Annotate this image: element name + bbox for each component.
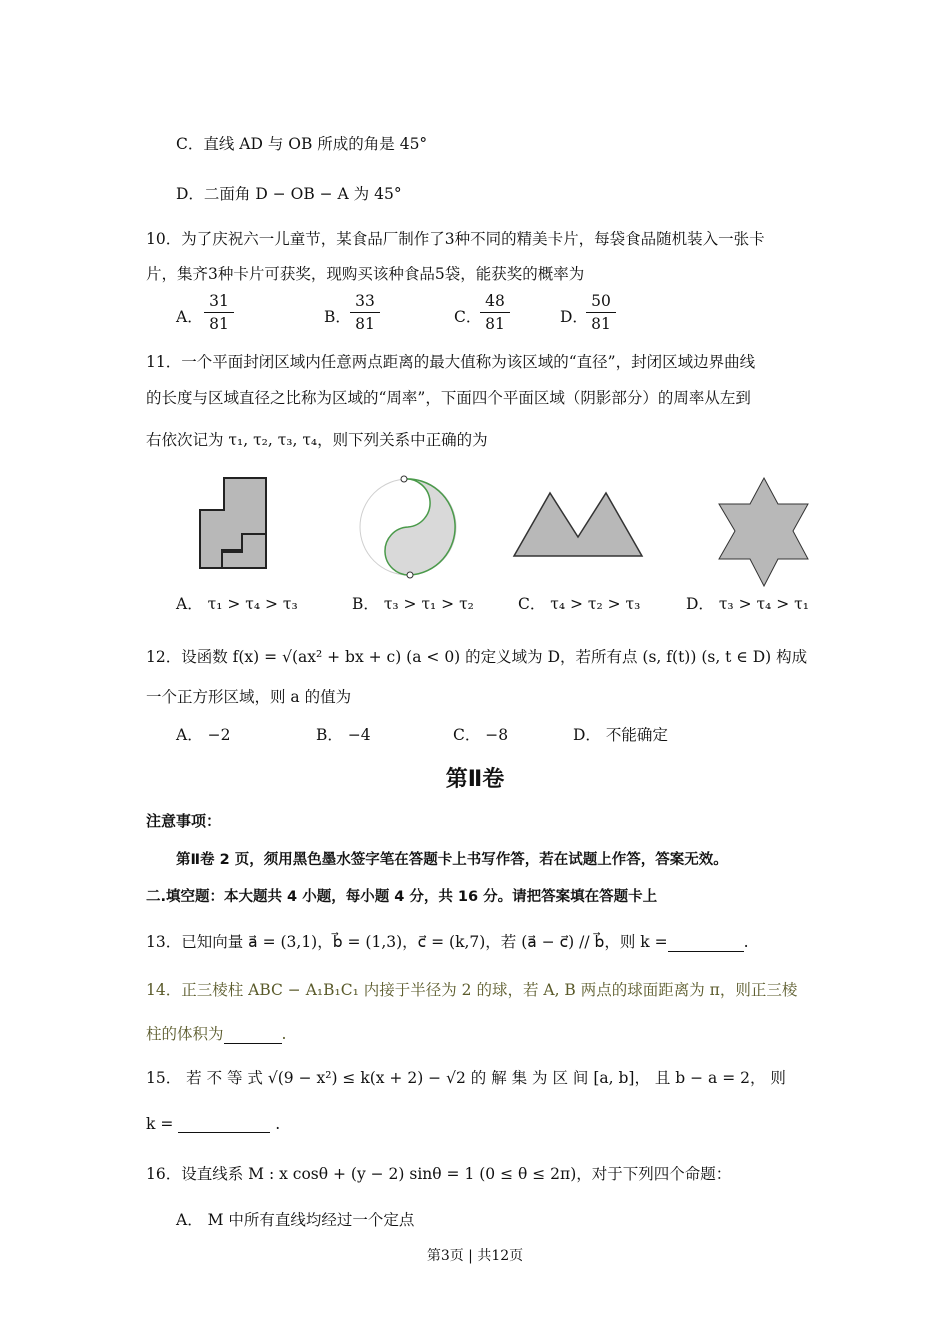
q12-option-d: D． 不能确定 xyxy=(573,726,668,744)
figure-yin-yang-region xyxy=(355,474,465,582)
q14-stem-line1: 14．正三棱柱 ABC − A₁B₁C₁ 内接于半径为 2 的球，若 A, B 两点的球面距离为 π，则正三棱 xyxy=(146,981,798,999)
q12-option-a: A． −2 xyxy=(176,726,231,744)
q12-option-b: B． −4 xyxy=(316,726,371,744)
q16-stem: 16．设直线系 M : x cosθ + (y − 2) sinθ = 1 (0 ≤ θ ≤ 2π)，对于下列四个命题： xyxy=(146,1165,732,1183)
q10-option-label: D． xyxy=(560,308,588,326)
q14-answer-blank xyxy=(224,1027,282,1044)
q13-answer-blank xyxy=(668,935,744,952)
q15-answer-blank xyxy=(178,1116,270,1133)
q11-option-b: B． τ₃ > τ₁ > τ₂ xyxy=(352,595,474,613)
notice-body: 第Ⅱ卷 2 页，须用黑色墨水签字笔在答题卡上书写作答，若在试题上作答，答案无效。 xyxy=(176,852,728,868)
q11-stem-line1: 11．一个平面封闭区域内任意两点距离的最大值称为该区域的“直径”，封闭区域边界曲线 xyxy=(146,353,756,371)
notice-heading: 注意事项： xyxy=(146,812,222,830)
figure-hexagram-region xyxy=(712,475,816,590)
q10-option-label: C． xyxy=(454,308,482,326)
figure-staircase-region xyxy=(190,472,270,572)
fill-in-section-heading: 二.填空题：本大题共 4 小题，每小题 4 分，共 16 分。请把答案填在答题卡上 xyxy=(146,889,658,905)
q12-stem-line2: 一个正方形区域，则 a 的值为 xyxy=(146,688,352,706)
q12-option-c: C． −8 xyxy=(453,726,509,744)
part-two-title: 第Ⅱ卷 xyxy=(445,767,505,792)
figure-twin-triangles-region xyxy=(510,485,646,560)
q10-stem-line2: 片，集齐3种卡片可获奖，现购买该种食品5袋，能获奖的概率为 xyxy=(146,265,585,283)
q14-stem-line2: 柱的体积为 . xyxy=(146,1025,287,1043)
q16-option-a: A． M 中所有直线均经过一个定点 xyxy=(176,1211,415,1229)
page-footer: 第3页 | 共12页 xyxy=(426,1248,524,1264)
q11-option-a: A． τ₁ > τ₄ > τ₃ xyxy=(176,595,298,613)
q15-stem-line1: 15． 若 不 等 式 √(9 − x²) ≤ k(x + 2) − √2 的 解 集 为 区 间 [a, b]， 且 b − a = 2， 则 xyxy=(146,1069,786,1087)
q12-stem-line1: 12．设函数 f(x) = √(ax² + bx + c) (a < 0) 的定义域为 D，若所有点 (s, f(t)) (s, t ∈ D) 构成 xyxy=(146,648,808,666)
q10-option-fraction: $\frac{50}{81}$ xyxy=(586,292,616,333)
q11-stem-line2: 的长度与区域直径之比称为区域的“周率”，下面四个平面区域（阴影部分）的周率从左到 xyxy=(146,389,751,407)
q11-option-d: D． τ₃ > τ₄ > τ₁ xyxy=(686,595,809,613)
q10-stem-line1: 10．为了庆祝六一儿童节，某食品厂制作了3种不同的精美卡片，每袋食品随机装入一张卡 xyxy=(146,230,765,248)
q13-stem: 13．已知向量 a⃗ = (3,1)，b⃗ = (1,3)，c⃗ = (k,7)，若 (a⃗ − c⃗) // b⃗，则 k = . xyxy=(146,933,749,951)
q10-option-fraction: $\frac{48}{81}$ xyxy=(480,292,510,333)
q11-stem-line3: 右依次记为 τ₁, τ₂, τ₃, τ₄，则下列关系中正确的为 xyxy=(146,431,488,449)
q15-stem-line2: k = . xyxy=(146,1115,281,1133)
q9-option-d: D．二面角 D − OB − A 为 45° xyxy=(176,185,402,203)
q10-option-fraction: $\frac{33}{81}$ xyxy=(350,292,380,333)
q11-option-c: C． τ₄ > τ₂ > τ₃ xyxy=(518,595,641,613)
q10-option-label: B． xyxy=(324,308,351,326)
q10-option-label: A． xyxy=(176,308,203,326)
q9-option-c: C．直线 AD 与 OB 所成的角是 45° xyxy=(176,135,428,153)
q10-option-fraction: $\frac{31}{81}$ xyxy=(204,292,234,333)
